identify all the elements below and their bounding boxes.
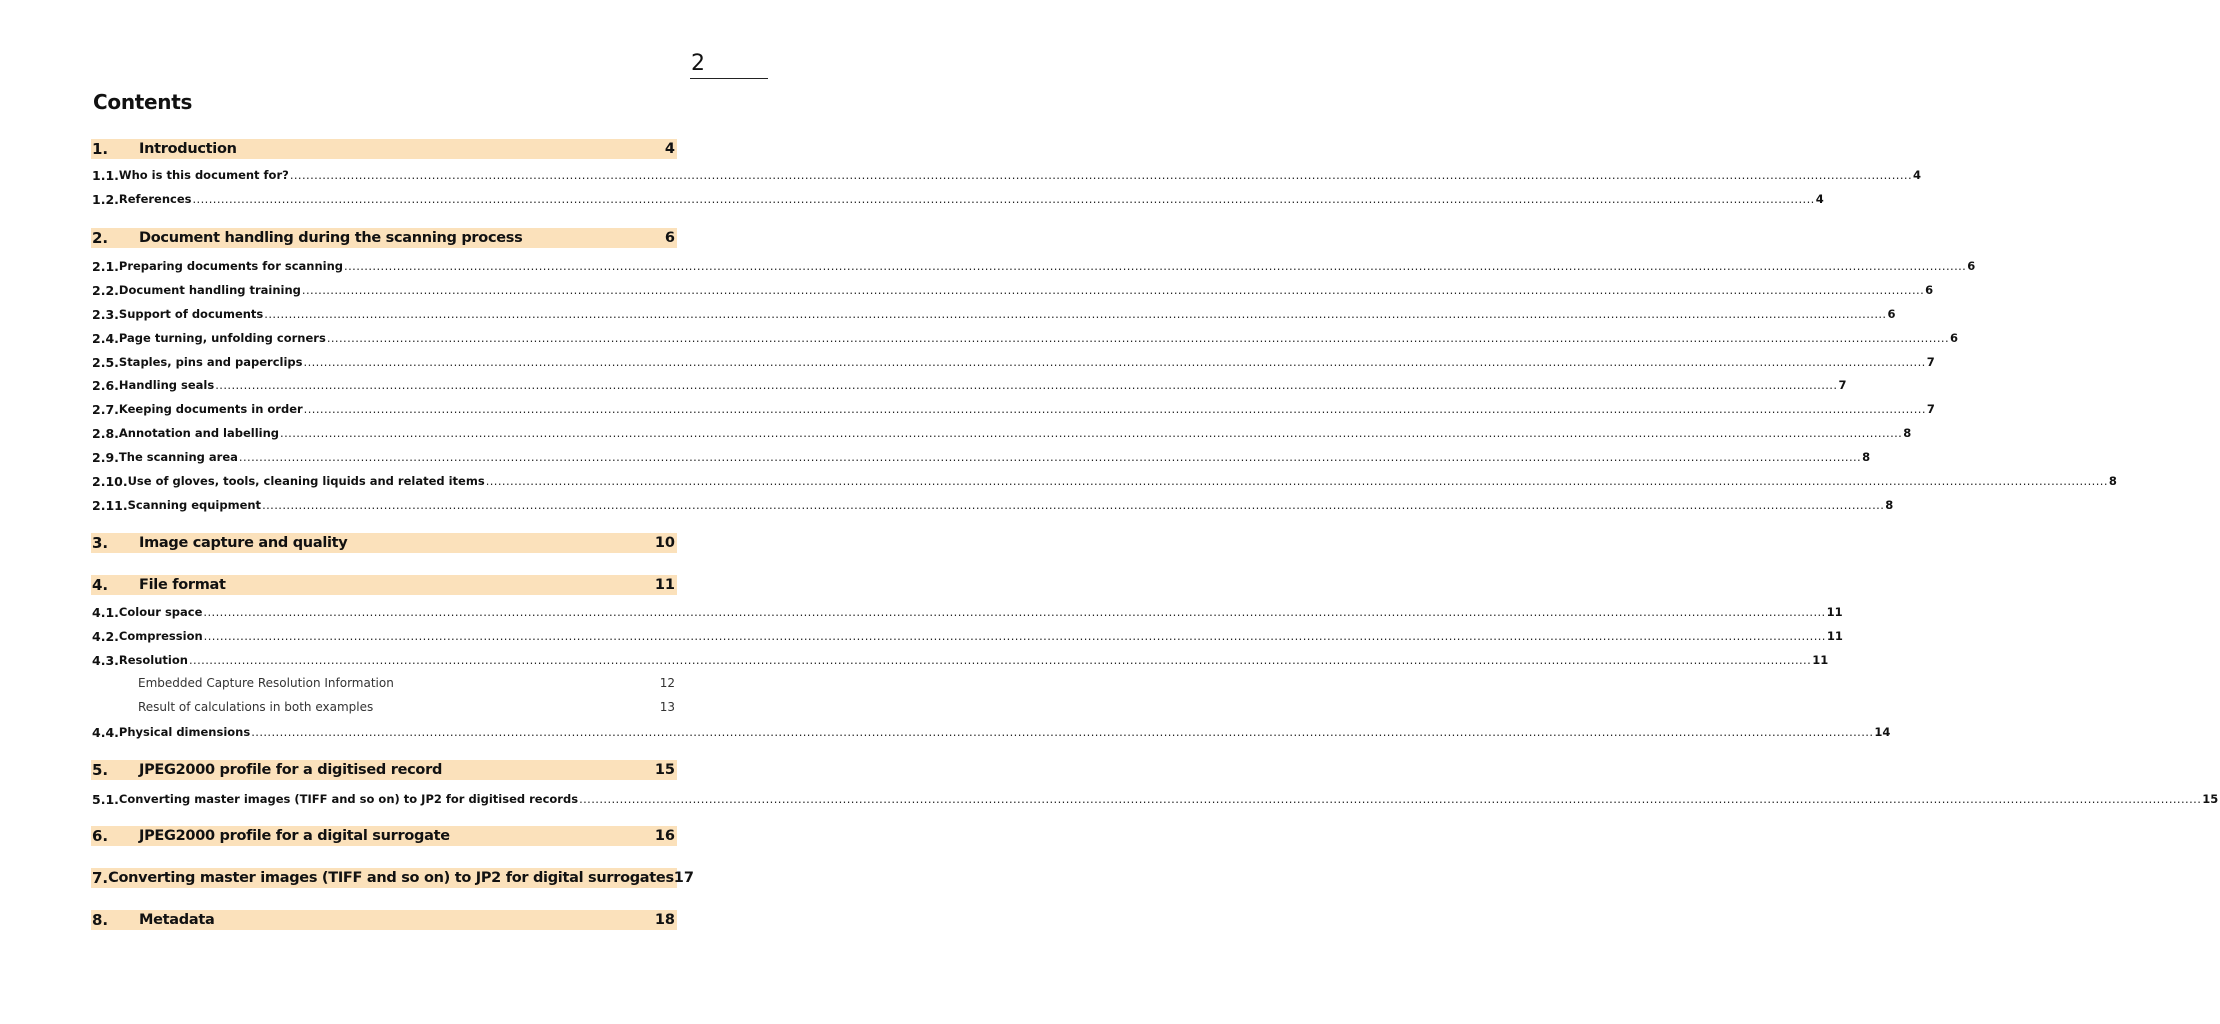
chapter-title: Introduction bbox=[139, 141, 237, 157]
section-number: 2.2. bbox=[92, 282, 119, 298]
section-title: Physical dimensions bbox=[118, 725, 251, 739]
page-number: 2 bbox=[690, 50, 768, 79]
chapter-number: 8. bbox=[92, 911, 109, 929]
toc-subsection-entry[interactable] bbox=[91, 673, 677, 693]
section-number: 4.2. bbox=[92, 628, 119, 644]
dot-leader: ................................................................................................................................................................................................................................................................................................................................................................................................................ bbox=[251, 725, 1874, 739]
dot-leader: ................................................................................................................................................................................................................................................................................................................................................................................................................ bbox=[215, 378, 1838, 392]
dot-leader: ................................................................................................................................................................................................................................................................................................................................................................................................................ bbox=[344, 259, 1967, 273]
chapter-number: 1. bbox=[92, 140, 109, 158]
dot-leader: ................................................................................................................................................................................................................................................................................................................................................................................................................ bbox=[485, 474, 2108, 488]
chapter-title: File format bbox=[139, 577, 226, 593]
section-number: 2.3. bbox=[92, 306, 119, 322]
dot-leader: ................................................................................................................................................................................................................................................................................................................................................................................................................ bbox=[188, 653, 1812, 667]
toc-section-entry[interactable] bbox=[91, 471, 2117, 491]
toc-section-entry[interactable] bbox=[91, 304, 1896, 324]
section-number: 1.2. bbox=[92, 191, 119, 207]
chapter-page-number: 6 bbox=[664, 230, 675, 246]
toc-section-entry[interactable] bbox=[91, 602, 1843, 622]
section-title: Use of gloves, tools, cleaning liquids and related items bbox=[127, 474, 485, 488]
dot-leader: ................................................................................................................................................................................................................................................................................................................................................................................................................ bbox=[579, 792, 2202, 806]
dot-leader: ................................................................................................................................................................................................................................................................................................................................................................................................................ bbox=[203, 629, 1826, 643]
subsection-title: Result of calculations in both examples bbox=[138, 700, 374, 714]
dot-leader: ................................................................................................................................................................................................................................................................................................................................................................................................................ bbox=[289, 168, 1913, 182]
section-title: Staples, pins and paperclips bbox=[118, 355, 303, 369]
section-page-number: 15 bbox=[2202, 792, 2219, 806]
section-number: 2.10. bbox=[92, 473, 128, 489]
toc-section-entry[interactable] bbox=[91, 165, 1922, 185]
chapter-number: 7. bbox=[92, 869, 109, 887]
section-page-number: 8 bbox=[1885, 498, 1894, 512]
toc-section-entry[interactable] bbox=[91, 722, 1891, 742]
toc-chapter-entry[interactable] bbox=[91, 575, 677, 595]
section-page-number: 6 bbox=[1887, 307, 1896, 321]
section-page-number: 6 bbox=[1950, 331, 1959, 345]
chapter-page-number: 15 bbox=[654, 762, 675, 778]
section-page-number: 8 bbox=[1903, 426, 1912, 440]
subsection-title: Embedded Capture Resolution Information bbox=[138, 676, 394, 690]
section-page-number: 7 bbox=[1926, 355, 1935, 369]
section-title: The scanning area bbox=[118, 450, 238, 464]
section-number: 1.1. bbox=[92, 167, 119, 183]
section-page-number: 11 bbox=[1826, 605, 1843, 619]
toc-section-entry[interactable] bbox=[91, 495, 1894, 515]
dot-leader: ................................................................................................................................................................................................................................................................................................................................................................................................................ bbox=[203, 605, 1826, 619]
section-page-number: 11 bbox=[1812, 653, 1829, 667]
section-number: 4.4. bbox=[92, 724, 119, 740]
dot-leader: ................................................................................................................................................................................................................................................................................................................................................................................................................ bbox=[303, 402, 1926, 416]
toc-section-entry[interactable] bbox=[91, 189, 1824, 209]
section-title: Colour space bbox=[118, 605, 203, 619]
chapter-number: 3. bbox=[92, 534, 109, 552]
dot-leader: ................................................................................................................................................................................................................................................................................................................................................................................................................ bbox=[192, 192, 1815, 206]
toc-chapter-entry[interactable] bbox=[91, 868, 694, 888]
section-number: 2.11. bbox=[92, 497, 128, 513]
section-page-number: 14 bbox=[1874, 725, 1891, 739]
toc-section-entry[interactable] bbox=[91, 626, 1843, 646]
section-number: 2.9. bbox=[92, 449, 119, 465]
section-title: Handling seals bbox=[118, 378, 215, 392]
chapter-title: JPEG2000 profile for a digital surrogate bbox=[139, 828, 450, 844]
dot-leader: ................................................................................................................................................................................................................................................................................................................................................................................................................ bbox=[303, 355, 1926, 369]
dot-leader: ................................................................................................................................................................................................................................................................................................................................................................................................................ bbox=[238, 450, 1862, 464]
section-title: Compression bbox=[118, 629, 203, 643]
section-page-number: 8 bbox=[1862, 450, 1871, 464]
chapter-page-number: 17 bbox=[673, 870, 694, 886]
toc-section-entry[interactable] bbox=[91, 399, 1935, 419]
toc-section-entry[interactable] bbox=[91, 352, 1935, 372]
dot-leader: ................................................................................................................................................................................................................................................................................................................................................................................................................ bbox=[326, 331, 1950, 345]
chapter-page-number: 11 bbox=[654, 577, 675, 593]
chapter-title: JPEG2000 profile for a digitised record bbox=[139, 762, 443, 778]
section-number: 5.1. bbox=[92, 791, 119, 807]
toc-section-entry[interactable] bbox=[91, 789, 2219, 809]
dot-leader: ................................................................................................................................................................................................................................................................................................................................................................................................................ bbox=[280, 426, 1903, 440]
section-title: Preparing documents for scanning bbox=[118, 259, 344, 273]
chapter-page-number: 10 bbox=[654, 535, 675, 551]
chapter-number: 6. bbox=[92, 827, 109, 845]
toc-section-entry[interactable] bbox=[91, 280, 1934, 300]
toc-section-entry[interactable] bbox=[91, 650, 1829, 670]
section-title: Scanning equipment bbox=[127, 498, 262, 512]
toc-chapter-entry[interactable] bbox=[91, 139, 677, 159]
dot-leader: ................................................................................................................................................................................................................................................................................................................................................................................................................ bbox=[301, 283, 1925, 297]
chapter-number: 4. bbox=[92, 576, 109, 594]
section-number: 4.1. bbox=[92, 604, 119, 620]
section-page-number: 8 bbox=[2108, 474, 2117, 488]
dot-leader: ................................................................................................................................................................................................................................................................................................................................................................................................................ bbox=[264, 307, 1887, 321]
chapter-title: Image capture and quality bbox=[139, 535, 348, 551]
chapter-title: Document handling during the scanning process bbox=[139, 230, 523, 246]
dot-leader: ................................................................................................................................................................................................................................................................................................................................................................................................................ bbox=[262, 498, 1885, 512]
section-page-number: 11 bbox=[1826, 629, 1843, 643]
section-page-number: 4 bbox=[1815, 192, 1824, 206]
section-title: Annotation and labelling bbox=[118, 426, 280, 440]
section-page-number: 6 bbox=[1925, 283, 1934, 297]
section-number: 4.3. bbox=[92, 652, 119, 668]
section-title: Keeping documents in order bbox=[118, 402, 303, 416]
chapter-page-number: 16 bbox=[654, 828, 675, 844]
toc-chapter-entry[interactable] bbox=[91, 826, 677, 846]
toc-section-entry[interactable] bbox=[91, 375, 1847, 395]
chapter-number: 2. bbox=[92, 229, 109, 247]
chapter-title: Metadata bbox=[139, 912, 215, 928]
section-page-number: 6 bbox=[1967, 259, 1976, 273]
section-number: 2.8. bbox=[92, 425, 119, 441]
toc-chapter-entry[interactable] bbox=[91, 228, 677, 248]
subsection-page-number: 12 bbox=[659, 676, 675, 690]
toc-section-entry[interactable] bbox=[91, 256, 1976, 276]
section-number: 2.1. bbox=[92, 258, 119, 274]
section-title: Support of documents bbox=[118, 307, 264, 321]
toc-subsection-entry[interactable] bbox=[91, 697, 677, 717]
section-title: Resolution bbox=[118, 653, 188, 667]
section-page-number: 7 bbox=[1838, 378, 1847, 392]
section-number: 2.7. bbox=[92, 401, 119, 417]
section-title: Document handling training bbox=[118, 283, 301, 297]
section-title: Page turning, unfolding corners bbox=[118, 331, 326, 345]
toc-chapter-entry[interactable] bbox=[91, 533, 677, 553]
chapter-page-number: 4 bbox=[664, 141, 675, 157]
subsection-page-number: 13 bbox=[659, 700, 675, 714]
toc-section-entry[interactable] bbox=[91, 423, 1912, 443]
section-page-number: 7 bbox=[1926, 402, 1935, 416]
section-title: References bbox=[118, 192, 192, 206]
chapter-page-number: 18 bbox=[654, 912, 675, 928]
section-title: Who is this document for? bbox=[118, 168, 289, 182]
toc-section-entry[interactable] bbox=[91, 447, 1871, 467]
section-title: Converting master images (TIFF and so on) to JP2 for digitised records bbox=[118, 792, 579, 806]
toc-section-entry[interactable] bbox=[91, 328, 1959, 348]
chapter-number: 5. bbox=[92, 761, 109, 779]
section-number: 2.5. bbox=[92, 354, 119, 370]
chapter-title: Converting master images (TIFF and so on) to JP2 for digital surrogates bbox=[108, 870, 674, 886]
section-number: 2.4. bbox=[92, 330, 119, 346]
section-number: 2.6. bbox=[92, 377, 119, 393]
section-page-number: 4 bbox=[1913, 168, 1922, 182]
toc-chapter-entry[interactable] bbox=[91, 910, 677, 930]
page-title: Contents bbox=[93, 90, 193, 114]
toc-chapter-entry[interactable] bbox=[91, 760, 677, 780]
